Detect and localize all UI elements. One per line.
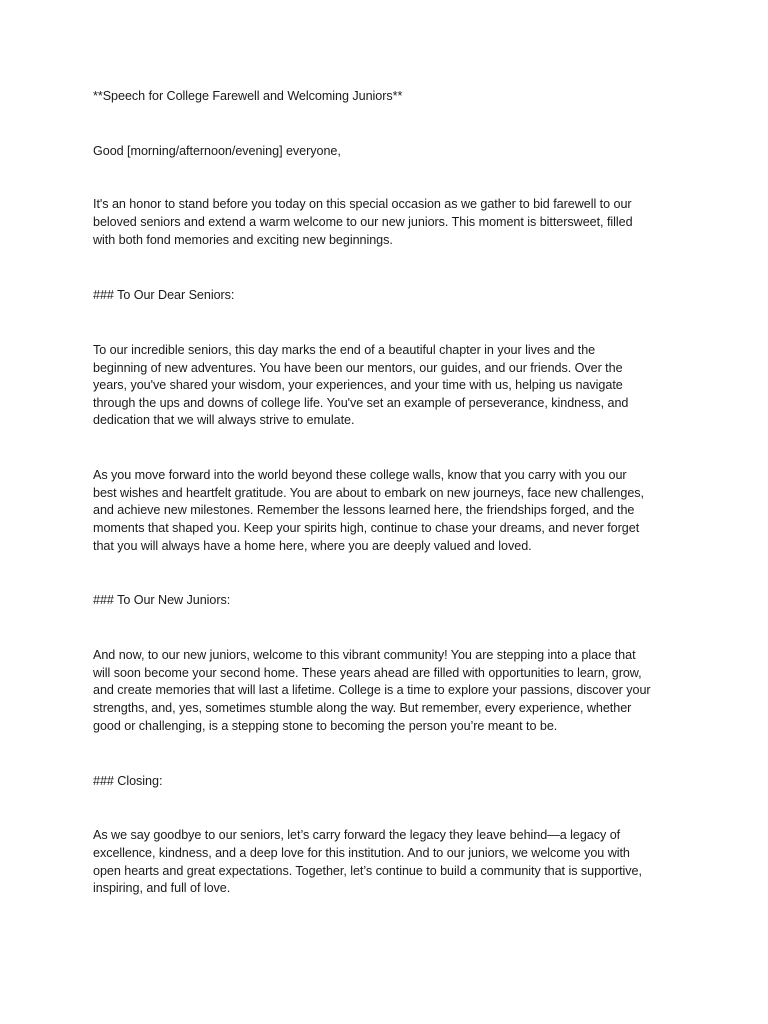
closing-paragraph-line: inspiring, and full of love. (93, 881, 231, 895)
closing-paragraph-line: open hearts and great expectations. Together, let’s continue to build a community that is supportive, (93, 864, 642, 878)
juniors-paragraph-line: will soon become your second home. These years ahead are filled with opportunities to learn, grow, (93, 666, 642, 680)
speech-title: **Speech for College Farewell and Welcoming Juniors** (93, 89, 403, 103)
seniors-paragraph-1-line: To our incredible seniors, this day marks the end of a beautiful chapter in your lives and the (93, 343, 596, 357)
juniors-paragraph-line: And now, to our new juniors, welcome to this vibrant community! You are stepping into a place that (93, 648, 636, 662)
juniors-paragraph-line: strengths, and, yes, sometimes stumble along the way. But remember, every experience, whether (93, 701, 632, 715)
intro-line: with both fond memories and exciting new beginnings. (93, 233, 393, 247)
seniors-paragraph-2-line: best wishes and heartfelt gratitude. You are about to embark on new journeys, face new challenges, (93, 486, 644, 500)
closing-paragraph-line: As we say goodbye to our seniors, let’s carry forward the legacy they leave behind—a legacy of (93, 828, 621, 842)
seniors-paragraph-2-line: that you will always have a home here, where you are deeply valued and loved. (93, 539, 532, 553)
seniors-paragraph-1-line: beginning of new adventures. You have been our mentors, our guides, and our friends. Over the (93, 361, 623, 375)
seniors-paragraph-2-line: and achieve new milestones. Remember the lessons learned here, the friendships forged, and the (93, 503, 635, 517)
intro-line: beloved seniors and extend a warm welcome to our new juniors. This moment is bittersweet, filled (93, 215, 633, 229)
greeting: Good [morning/afternoon/evening] everyone, (93, 144, 341, 158)
seniors-paragraph-1-line: years, you've shared your wisdom, your experiences, and your time with us, helping us navigate (93, 378, 623, 392)
heading-juniors: ### To Our New Juniors: (93, 593, 231, 607)
juniors-paragraph-line: and create memories that will last a lifetime. College is a time to explore your passions, discover your (93, 683, 651, 697)
seniors-paragraph-2-line: As you move forward into the world beyond these college walls, know that you carry with you our (93, 468, 627, 482)
seniors-paragraph-2-line: moments that shaped you. Keep your spirits high, continue to chase your dreams, and never forget (93, 521, 640, 535)
heading-seniors: ### To Our Dear Seniors: (93, 288, 235, 302)
intro-line: It's an honor to stand before you today on this special occasion as we gather to bid farewell to our (93, 197, 632, 211)
seniors-paragraph-1-line: through the ups and downs of college life. You've set an example of perseverance, kindness, and (93, 396, 629, 410)
heading-closing: ### Closing: (93, 774, 163, 788)
closing-paragraph-line: excellence, kindness, and a deep love for this institution. And to our juniors, we welcome you with (93, 846, 630, 860)
seniors-paragraph-1-line: dedication that we will always strive to emulate. (93, 413, 355, 427)
juniors-paragraph-line: good or challenging, is a stepping stone to becoming the person you’re meant to be. (93, 719, 558, 733)
